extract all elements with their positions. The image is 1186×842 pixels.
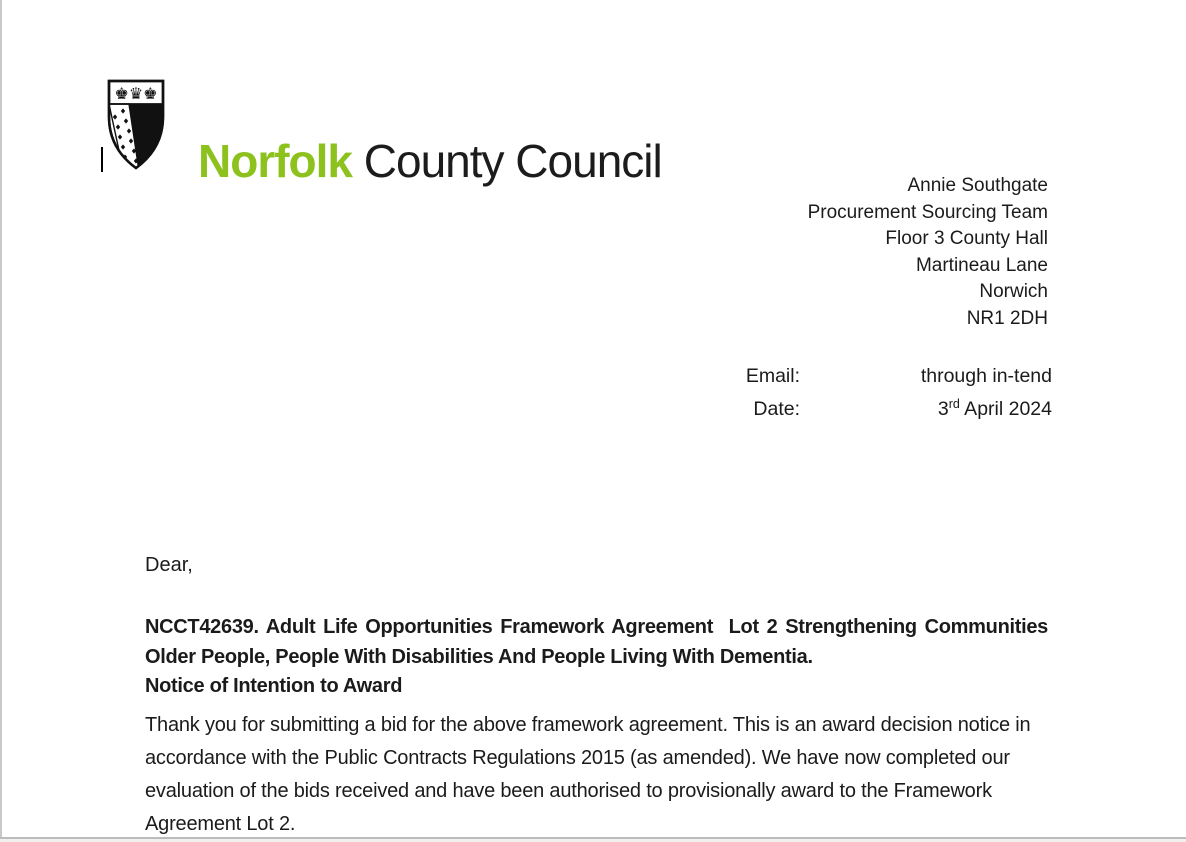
logo-brand-county-council: County Council xyxy=(352,135,662,187)
date-day: 3 xyxy=(937,398,949,420)
norfolk-crest-icon xyxy=(107,79,165,171)
date-ordinal-suffix: rd xyxy=(948,397,960,411)
email-label: Email: xyxy=(745,365,800,387)
crest-figures: ♚♛♚ xyxy=(114,84,158,103)
logo-brand-norfolk: Norfolk xyxy=(198,135,352,187)
address-line: Norwich xyxy=(979,281,1048,303)
address-line: Martineau Lane xyxy=(915,254,1048,276)
subject-heading-main: NCCT42639. Adult Life Opportunities Framework Agreement Lot 2 Strengthening Communities Older People, People With Disabilities And People Living With Dementia. xyxy=(145,616,1048,668)
email-row xyxy=(746,360,1052,393)
salutation: Dear, xyxy=(145,554,193,576)
window-left-border xyxy=(0,0,2,842)
body-paragraph: Thank you for submitting a bid for the above framework agreement. This is an award decision notice in accordance with the Public Contracts Regulations 2015 (as amended). We have now completed our evaluation of the bids received and have been authorised to provisionally award to the Framework Agreement Lot 2. xyxy=(145,714,1031,835)
text-cursor-caret xyxy=(101,147,103,172)
date-month-year: April 2024 xyxy=(959,398,1052,420)
sender-address-block xyxy=(808,173,1048,333)
norfolk-county-council-logo xyxy=(107,79,662,187)
subject-heading-sub: Notice of Intention to Award xyxy=(145,675,403,697)
address-line: Annie Southgate xyxy=(907,175,1048,196)
date-value xyxy=(800,393,1052,428)
address-line: Floor 3 County Hall xyxy=(885,228,1048,250)
date-row xyxy=(746,393,1052,428)
logo-wordmark xyxy=(198,135,662,187)
subject-heading xyxy=(145,613,1048,702)
address-line: Procurement Sourcing Team xyxy=(807,201,1048,223)
meta-block xyxy=(746,360,1052,428)
address-line: NR1 2DH xyxy=(966,307,1048,329)
email-value: through in-tend xyxy=(920,365,1052,387)
date-label: Date: xyxy=(753,398,800,420)
